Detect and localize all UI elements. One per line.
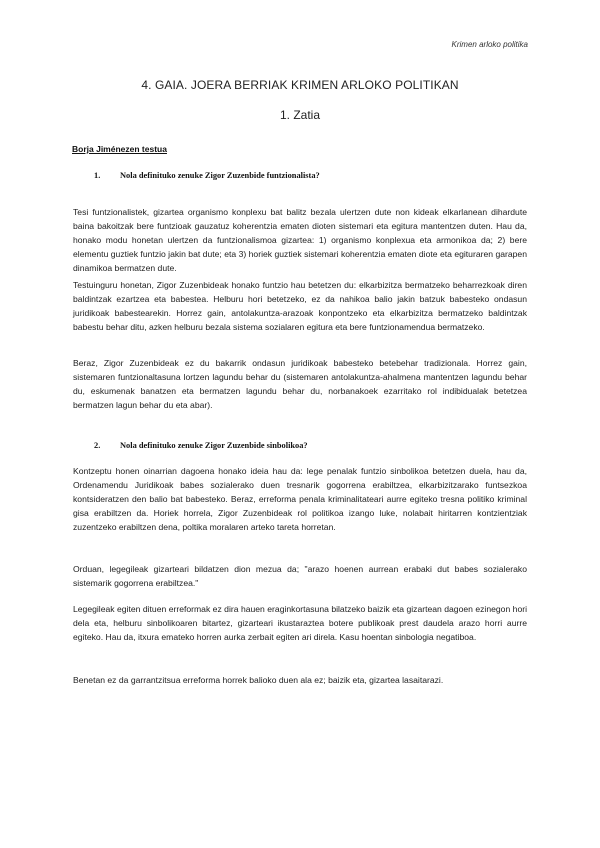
running-header: Krimen arloko politika <box>451 40 528 49</box>
question-number: 1. <box>94 171 101 180</box>
paragraph: Tesi funtzionalistek, gizartea organismo konplexu bat balitz bezala ulertzen dute non kideak elkarlanean dihardute baina bakoitzak bere funtzioak gauzatuz koherentzia ematen dioten sistemari eta egitura mantentzen duten. Hau da, honako modu honetan ulertzen da funtzionalismoa gizartea: 1) organismo konplexua eta armonikoa da; 2) bere elementu guztiek funtzio jakin bat dute; eta 3) horiek guztiek sistemari koherentzia ematen diote eta egituraren garapen dinamikoa bermatzen dute. <box>73 207 527 273</box>
chapter-title: 4. GAIA. JOERA BERRIAK KRIMEN ARLOKO POLITIKAN <box>141 78 459 92</box>
question-2-heading <box>94 441 308 450</box>
paragraph: Testuinguru honetan, Zigor Zuzenbideak honako funtzio hau betetzen du: elkarbizitza bermatzeko beharrezkoak diren baldintzak ezartzea eta babestea. Helburu hori betetzeko, ez da nahikoa balio jakin batzuk babesteko ondasun juridikoak babestearekin. Horrez gain, antolakuntza-arazoak konpontzeko eta elkarbizitza bermatzeko baldintzak babestu behar ditu, azken helburu bezala sistema sozialaren egitura eta bere funtzionamendua bermatzeko. <box>73 280 527 332</box>
question-1-heading <box>94 171 320 180</box>
paragraph: Kontzeptu honen oinarrian dagoena honako ideia hau da: lege penalak funtzio sinbolikoa betetzen duela, hau da, Ordenamendu Juridikoak babes sozialerako duen tresnarik gogorrena erabiltzea, elkarbizitzarako funtsezkoa kontsideratzen den balio bat babesteko. Beraz, erreforma penala kriminalitateari aurre egiteko tresna politiko kriminal gisa erabiltzen da. Horiek horrela, Zigor Zuzenbideak rol politikoa izango luke, nolabait hiritarren kontzientziak zuzentzeko erabiltzen dena, poltika moralaren arteko tareta horretan. <box>73 466 527 532</box>
question-text: Nola definituko zenuke Zigor Zuzenbide sinbolikoa? <box>120 441 308 450</box>
question-text: Nola definituko zenuke Zigor Zuzenbide funtzionalista? <box>120 171 320 180</box>
paragraph: Legegileak egiten dituen erreformak ez dira hauen eraginkortasuna bilatzeko baizik eta gizartean dagoen ezinegon hori dela eta, helburu sinbolikoaren bitartez, gizarteari ikustaraztea botere publikoak prest daudela arazo horri aurre egiteko. Hau da, itxura emateko horren aurka zerbait egiten ari direla. Kasu hoentan sinbologia negatiboa. <box>73 604 527 642</box>
paragraph: Beraz, Zigor Zuzenbideak ez du bakarrik ondasun juridikoak babesteko betebehar tradizionala. Horrez gain, sistemaren funtzionaltasuna lortzen lagundu behar du (sistemaren antolakuntza-ahalmena mantentzen lagundu behar du, eskumenak banatzen eta bermatzen lagundu behar du, norbanakoek ezarritako rol indibidualak betetzea bermatzen lagun behar du eta abar). <box>73 358 527 410</box>
paragraph: Benetan ez da garrantzitsua erreforma horrek balioko duen ala ez; baizik eta, gizartea lasaitarazi. <box>73 675 444 685</box>
author-heading: Borja Jiménezen testua <box>72 144 167 154</box>
part-title: 1. Zatia <box>279 108 321 122</box>
question-number: 2. <box>94 441 101 450</box>
paragraph: Orduan, legegileak gizarteari bildatzen dion mezua da; "arazo hoenen aurrean erabaki dut babes sozialerako sistemarik gogorrena erabiltzea." <box>73 564 527 588</box>
